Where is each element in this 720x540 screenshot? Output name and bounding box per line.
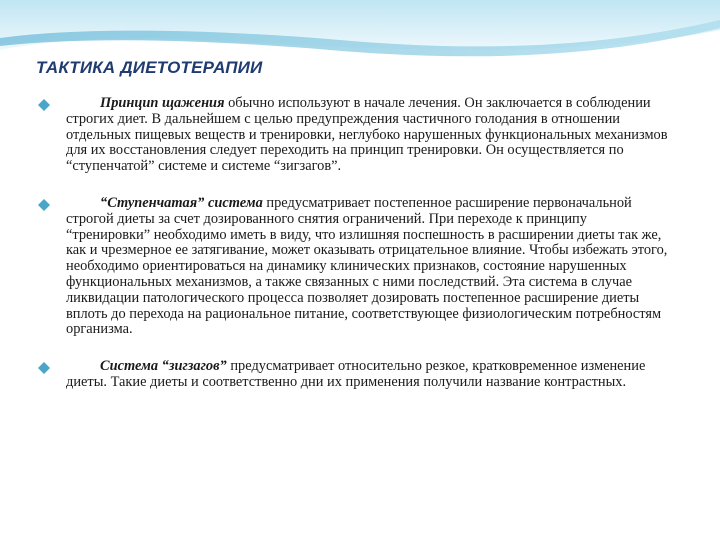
bullet-text: обычно используют в начале лечения. Он заключается в соблюдении строгих диет. В дальнейшем с целью предупреждения частичного голодания в отношении отдельных пищевых веществ и тренировки, неглубоко нарушенных функциональных механизмов для их восстановления следует переходить на принцип тренировки. Он осуществляется по “ступенчатой” системе и системе “зигзагов”.	[66, 95, 668, 175]
bullet-diamond-icon	[38, 99, 50, 111]
slide-body	[38, 96, 668, 412]
bullet-paragraph	[66, 359, 668, 391]
slide-title: ТАКТИКА ДИЕТОТЕРАПИИ	[36, 58, 263, 77]
bullet-diamond-icon	[38, 362, 50, 374]
bullet-text: предусматривает постепенное расширение первоначальной строгой диеты за счет дозированного снятия ограничений. При переходе к принципу “тренировки” необходимо иметь в виду, что излишняя поспешность в расширении диеты так же, как и чрезмерное ее затягивание, может оказывать отрицательное влияние. Чтобы избежать этого, необходимо ориентироваться на динамику клинических признаков, состояние нарушенных функциональных механизмов, а также связанных с ними последствий. Эта система в случае ликвидации патологического процесса позволяет дозировать постепенное расширение диеты вплоть до перехода на рациональное питание, соответствующее физиологическим потребностям организма.	[66, 194, 668, 338]
bullet-paragraph	[66, 196, 668, 338]
bullet-item	[38, 359, 668, 391]
bullet-term: Система “зигзагов”	[100, 358, 227, 375]
bullet-item	[38, 196, 668, 338]
bullet-text: предусматривает относительно резкое, кратковременное изменение диеты. Такие диеты и соответственно дни их применения получили название контрастных.	[66, 358, 646, 390]
bullet-term: “Ступенчатая” система	[100, 194, 263, 211]
bullet-item	[38, 96, 668, 175]
bullet-term: Принцип щажения	[100, 95, 225, 111]
bullet-paragraph	[66, 96, 668, 175]
bullet-diamond-icon	[38, 199, 50, 211]
